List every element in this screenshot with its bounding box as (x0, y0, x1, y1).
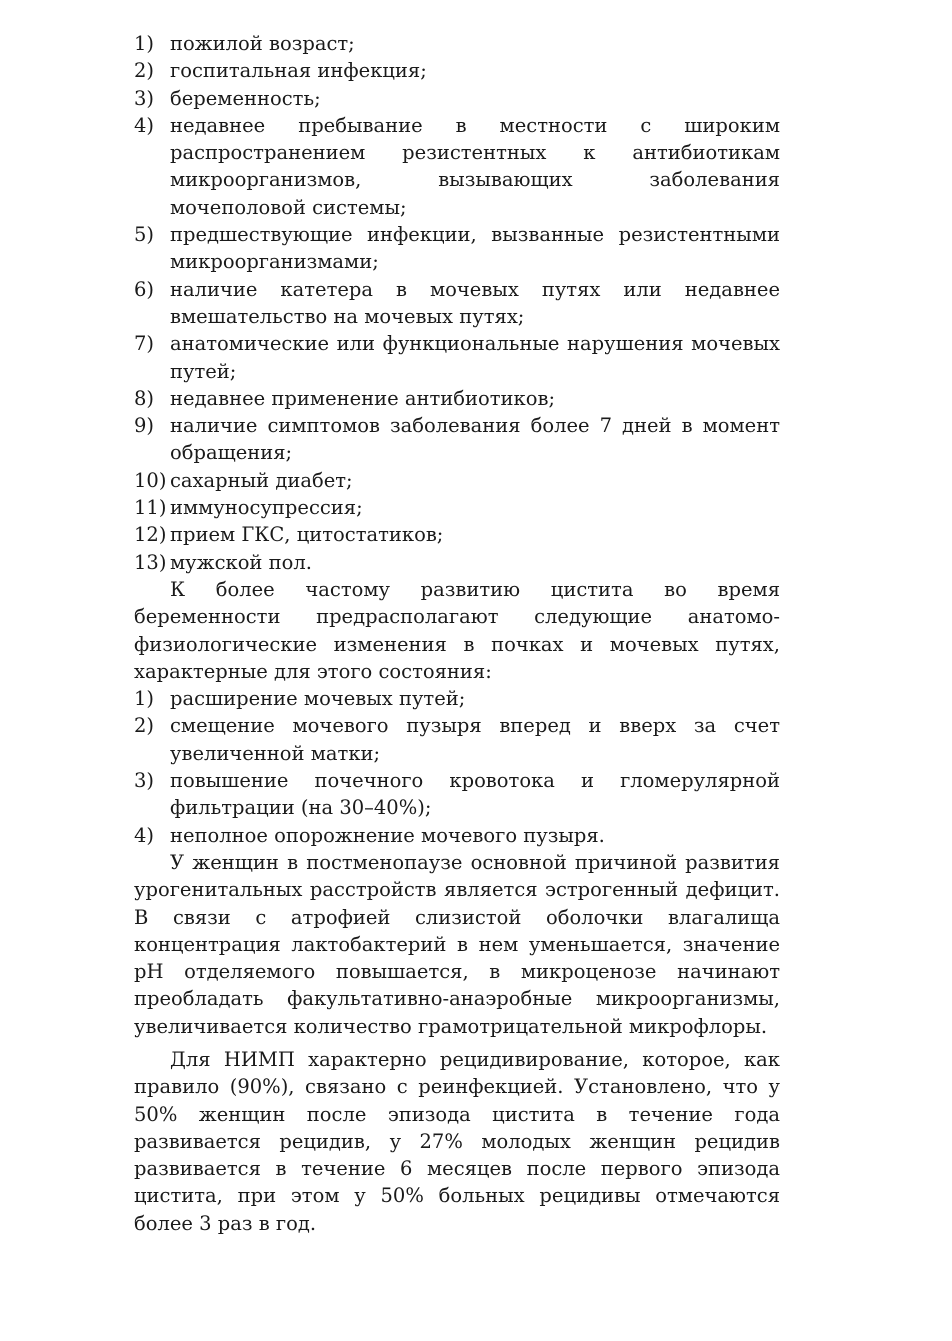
list-item (134, 822, 780, 849)
list-item (134, 330, 780, 385)
list-item (134, 385, 780, 412)
list-item-text: недавнее пребывание в местности с широким распространением резистентных к антибиотикам микроорганизмов, вызывающих заболевания мочеполовой системы; (170, 113, 780, 219)
list-item (134, 30, 780, 57)
list-item-text: наличие катетера в мочевых путях или недавнее вмешательство на мочевых путях; (170, 277, 780, 328)
list-item-text: смещение мочевого пузыря вперед и вверх за счет увеличенной матки; (170, 714, 780, 765)
list-item (134, 112, 780, 221)
list-item-number: 4) (134, 823, 155, 847)
list-item-number: 2) (134, 714, 155, 738)
list-item (134, 276, 780, 331)
list-item (134, 549, 780, 576)
list-item-text: иммуносупрессия; (170, 496, 363, 520)
list-item-text: пожилой возраст; (170, 32, 355, 55)
list-item-number: 2) (134, 59, 155, 83)
document-page (134, 30, 780, 1237)
recurrence-paragraph: Для НИМП характерно рецидивирование, которое, как правило (90%), связано с реинфекцией. Установлено, что у 50% женщин после эпизода цистита в течение года развивается рецидив, у 27% молодых женщин рецидив развивается в течение 6 месяцев после первого эпизода цистита, при этом у 50% больных рецидивы отмечаются более 3 раз в год. (134, 1047, 780, 1235)
list-item-text: предшествующие инфекции, вызванные резистентными микроорганизмами; (170, 223, 780, 274)
list-item (134, 521, 780, 548)
pregnancy-changes-list (134, 685, 780, 849)
list-item-text: наличие симптомов заболевания более 7 дней в момент обращения; (170, 414, 780, 465)
list-item (134, 712, 780, 767)
list-item (134, 494, 780, 521)
pregnancy-paragraph: К более частому развитию цистита во время беременности предрасполагают следующие анатомо-физиологические изменения в почках и мочевых путях, характерные для этого состояния: (134, 577, 780, 683)
list-item-number: 6) (134, 277, 155, 301)
list-item-number: 13) (134, 550, 167, 574)
list-item (134, 221, 780, 276)
list-item-number: 3) (134, 769, 155, 793)
list-item (134, 767, 780, 822)
risk-factors-list (134, 30, 780, 576)
list-item (134, 85, 780, 112)
list-item-text: недавнее применение антибиотиков; (170, 386, 556, 410)
list-item-text: анатомические или функциональные нарушения мочевых путей; (170, 332, 780, 383)
list-item-number: 11) (134, 496, 167, 520)
list-item-number: 9) (134, 414, 155, 438)
list-item-number: 4) (134, 113, 155, 137)
list-item-text: сахарный диабет; (170, 468, 353, 492)
list-item (134, 685, 780, 712)
list-item-number: 10) (134, 468, 167, 492)
list-item-number: 8) (134, 386, 155, 410)
list-item-number: 1) (134, 32, 155, 55)
list-item-number: 1) (134, 687, 155, 711)
list-item-number: 5) (134, 223, 155, 247)
list-item (134, 467, 780, 494)
postmenopause-paragraph: У женщин в постменопаузе основной причиной развития урогенитальных расстройств является эстрогенный дефицит. В связи с атрофией слизистой оболочки влагалища концентрация лактобактерий в нем уменьшается, значение pH отделяемого повышается, в микроценозе начинают преобладать факультативно-анаэробные микроорганизмы, увеличивается количество грамотрицательной микрофлоры. (134, 850, 780, 1038)
list-item-number: 12) (134, 523, 167, 547)
list-item-text: неполное опорожнение мочевого пузыря. (170, 823, 605, 847)
list-item-text: повышение почечного кровотока и гломерулярной фильтрации (на 30–40%); (170, 769, 780, 820)
list-item-text: беременность; (170, 86, 321, 110)
list-item-text: прием ГКС, цитостатиков; (170, 523, 444, 547)
list-item-text: расширение мочевых путей; (170, 687, 466, 711)
list-item (134, 57, 780, 84)
list-item (134, 412, 780, 467)
list-item-number: 3) (134, 86, 155, 110)
list-item-number: 7) (134, 332, 155, 356)
list-item-text: мужской пол. (170, 550, 312, 574)
list-item-text: госпитальная инфекция; (170, 59, 427, 83)
